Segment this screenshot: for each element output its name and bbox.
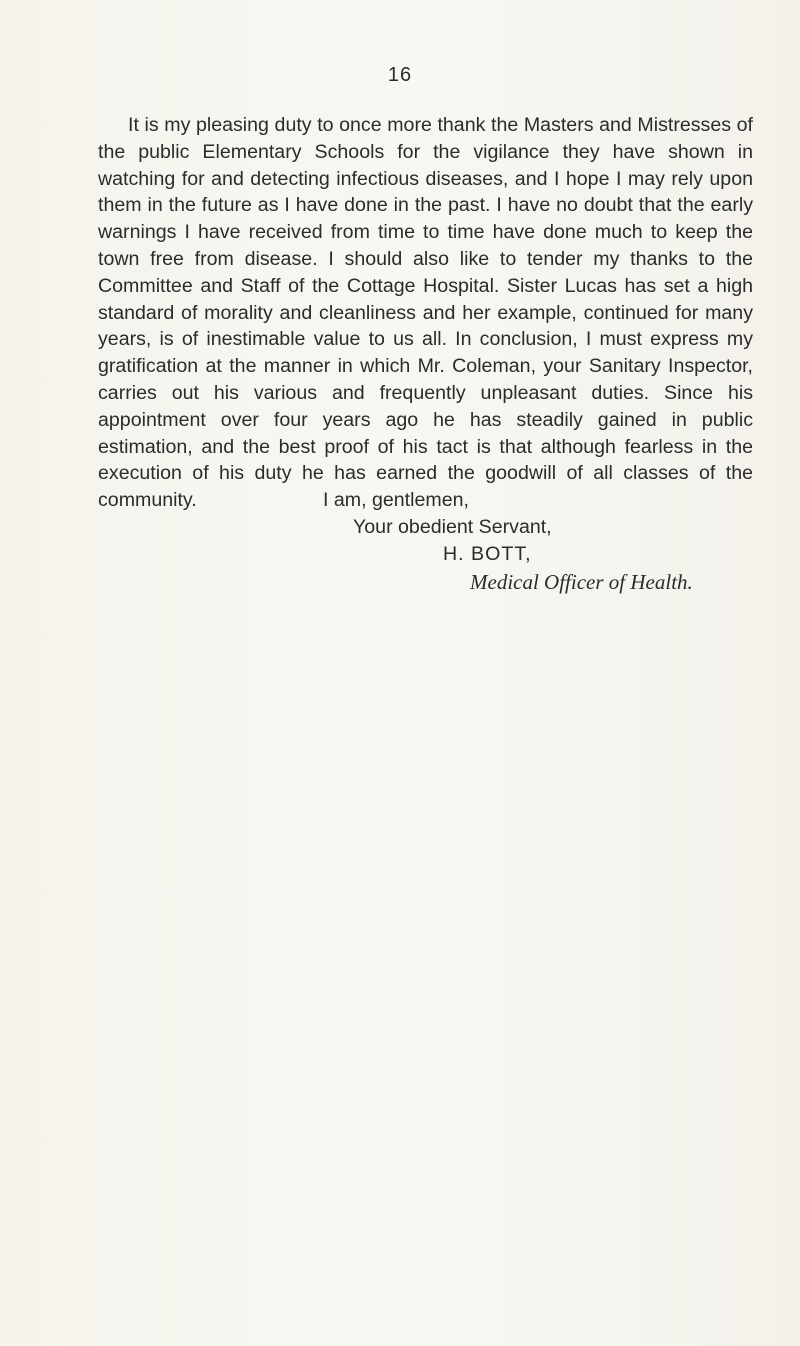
signatory-title: Medical Officer of Health. (470, 570, 693, 594)
page-number: 16 (387, 64, 413, 86)
closing-servant-line: Your obedient Servant, (353, 516, 552, 538)
body-paragraph: It is my pleasing duty to once more thank the Masters and Mistresses of the public Elementary Schools for the vigilance they have shown in watching for and detecting infectious diseases, and I hope I may rely upon them in the future as I have done in the past. I have no doubt that the early warnings I have received from time to time have done much to keep the town free from disease. I should also like to tender my thanks to the Committee and Staff of the Cottage Hospital. Sister Lucas has set a high standard of morality and cleanliness and her example, continued for many years, is of inestimable value to us all. In conclusion, I must express my gratification at the manner in which Mr. Coleman, your Sanitary Inspector, carries out his various and frequently unpleasant duties. Since his appointment over four years ago he has steadily gained in public estimation, and the best proof of his tact is that although fearless in the execution of his duty he has earned the goodwill of all classes of the community. (98, 114, 753, 512)
signatory-name: H. BOTT, (443, 543, 532, 565)
closing-salutation: I am, gentlemen, (323, 489, 469, 511)
